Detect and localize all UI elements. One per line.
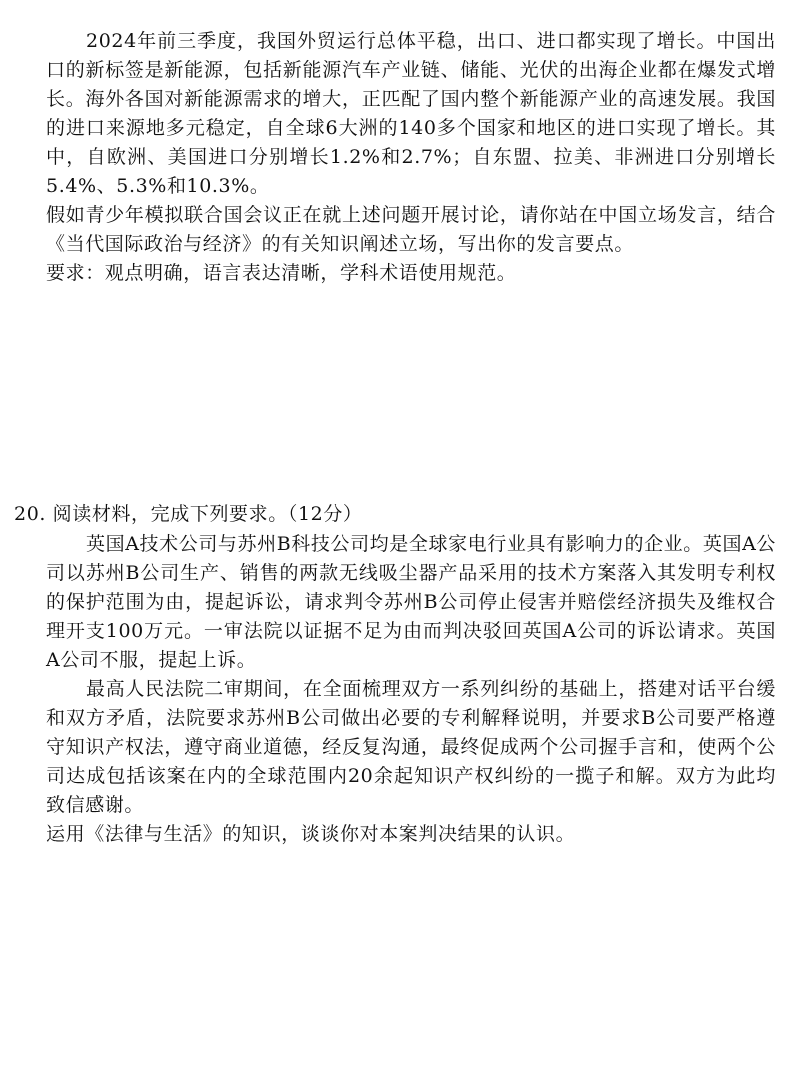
question-19-task: 假如青少年模拟联合国会议正在就上述问题开展讨论，请你站在中国立场发言，结合《当代国际政治与经济》的有关知识阐述立场，写出你的发言要点。 <box>46 204 776 255</box>
question-20-paragraph-1: 英国A技术公司与苏州B科技公司均是全球家电行业具有影响力的企业。英国A公司以苏州B公司生产、销售的两款无线吸尘器产品采用的技术方案落入其发明专利权的保护范围为由，提起诉讼，请求判令苏州B公司停止侵害并赔偿经济损失及维权合理开支100万元。一审法院以证据不足为由而判决驳回英国A公司的诉讼请求。英国A公司不服，提起上诉。 <box>46 533 777 671</box>
question-19-material: 2024年前三季度，我国外贸运行总体平稳，出口、进口都实现了增长。中国出口的新标签是新能源，包括新能源汽车产业链、储能、光伏的出海企业都在爆发式增长。海外各国对新能源需求的增大，正匹配了国内整个新能源产业的高速发展。我国的进口来源地多元稳定，自全球6大洲的140多个国家和地区的进口实现了增长。其中，自欧洲、美国进口分别增长1.2%和2.7%；自东盟、拉美、非洲进口分别增长5.4%、5.3%和10.3%。 <box>46 30 776 197</box>
question-20-heading: 20. 阅读材料，完成下列要求。（12分） <box>14 503 363 525</box>
question-20-task: 运用《法律与生活》的知识，谈谈你对本案判决结果的认识。 <box>46 823 576 845</box>
question-19-requirement: 要求：观点明确，语言表达清晰，学科术语使用规范。 <box>46 262 517 284</box>
question-20-block <box>46 530 776 849</box>
question-20-paragraph-2: 最高人民法院二审期间，在全面梳理双方一系列纠纷的基础上，搭建对话平台缓和双方矛盾，法院要求苏州B公司做出必要的专利解释说明，并要求B公司要严格遵守知识产权法，遵守商业道德，经反复沟通，最终促成两个公司握手言和，使两个公司达成包括该案在内的全球范围内20余起知识产权纠纷的一揽子和解。双方为此均致信感谢。 <box>46 678 776 816</box>
question-19-block <box>46 27 776 288</box>
